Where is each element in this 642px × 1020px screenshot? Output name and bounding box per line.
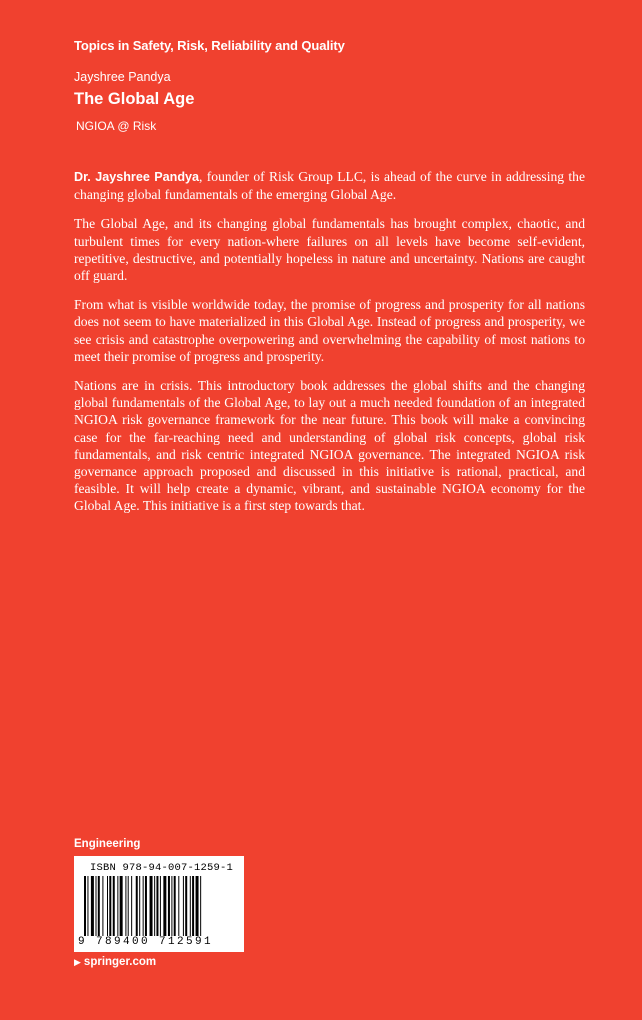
barcode-bars [84, 876, 236, 936]
barcode-bar [196, 876, 199, 936]
barcode-bar [174, 876, 176, 936]
barcode-bar [102, 876, 103, 936]
barcode-bar [143, 876, 144, 936]
subject-category: Engineering [74, 838, 141, 850]
barcode-bar [185, 876, 187, 936]
barcode-bar [109, 876, 111, 936]
triangle-right-icon: ▶ [74, 957, 81, 967]
barcode-bar [113, 876, 115, 936]
author-name: Jayshree Pandya [74, 70, 171, 84]
book-title: The Global Age [74, 90, 195, 108]
website-label: springer.com [83, 956, 157, 968]
barcode-bar [171, 876, 172, 936]
barcode-bar [154, 876, 155, 936]
blurb-paragraph-2: The Global Age, and its changing global fundamentals has brought complex, chaotic, and turbulent times for every nation-where failures on all levels have become self-evident, repetitive, destructive, and potentially hopeless in nature and uncertainty. Nations are caught off guard. [74, 216, 585, 284]
barcode-bar [131, 876, 132, 936]
blurb-paragraph-4: Nations are in crisis. This introductory book addresses the global shifts and the changing global fundamentals of the Global Age, to lay out a much needed foundation of an integrated NGIOA risk governance framework for the near future. This book will make a convincing case for the far-reaching need and understanding of global risk concepts, global risk fundamentals, and risk centric integrated NGIOA governance. The integrated NGIOA risk governance approach proposed and discussed in this initiative is rational, practical, and feasible. It will help create a dynamic, vibrant, and sustainable NGIOA economy for the Global Age. This initiative is a first step towards that. [74, 378, 585, 514]
barcode-bar [156, 876, 158, 936]
barcode-bar [160, 876, 161, 936]
blurb-paragraph-1-rest: , founder of Risk Group LLC, is ahead of the curve in addressing the changing global fundamentals of the emerging Global Age. [74, 169, 585, 203]
barcode-bar [145, 876, 147, 936]
barcode-bar [96, 876, 97, 936]
barcode-bar [190, 876, 191, 936]
barcode-bar [150, 876, 153, 936]
barcode-bar [117, 876, 118, 936]
isbn-barcode [74, 856, 244, 952]
barcode-bar [136, 876, 138, 936]
barcode-bar [163, 876, 166, 936]
barcode-bar [139, 876, 140, 936]
barcode-bar [107, 876, 108, 936]
barcode-bar [87, 876, 88, 936]
barcode-bar [128, 876, 129, 936]
blurb-paragraph-1 [74, 168, 585, 203]
barcode-bar [200, 876, 201, 936]
isbn-label: ISBN 978-94-007-1259-1 [90, 862, 234, 874]
barcode-bar [91, 876, 94, 936]
barcode-bar [192, 876, 194, 936]
author-bold-name: Dr. Jayshree Pandya [74, 170, 200, 184]
barcode-bar [98, 876, 100, 936]
series-title: Topics in Safety, Risk, Reliability and Quality [74, 38, 345, 53]
book-subtitle: NGIOA @ Risk [76, 119, 157, 133]
blurb-text [74, 168, 585, 527]
barcode-bar [84, 876, 86, 936]
barcode-digits: 9 789400 712591 [78, 936, 214, 948]
barcode-bar [178, 876, 179, 936]
barcode-bar [120, 876, 123, 936]
barcode-bar [168, 876, 170, 936]
blurb-paragraph-3: From what is visible worldwide today, the promise of progress and prosperity for all nations does not seem to have materialized in this Global Age. Instead of progress and prosperity, we see crisis and catastrophe overpowering and overwhelming the capability of most nations to meet their promise of progress and prosperity. [74, 297, 585, 364]
barcode-bar [183, 876, 184, 936]
barcode-bar [125, 876, 126, 936]
publisher-website[interactable] [74, 956, 156, 968]
